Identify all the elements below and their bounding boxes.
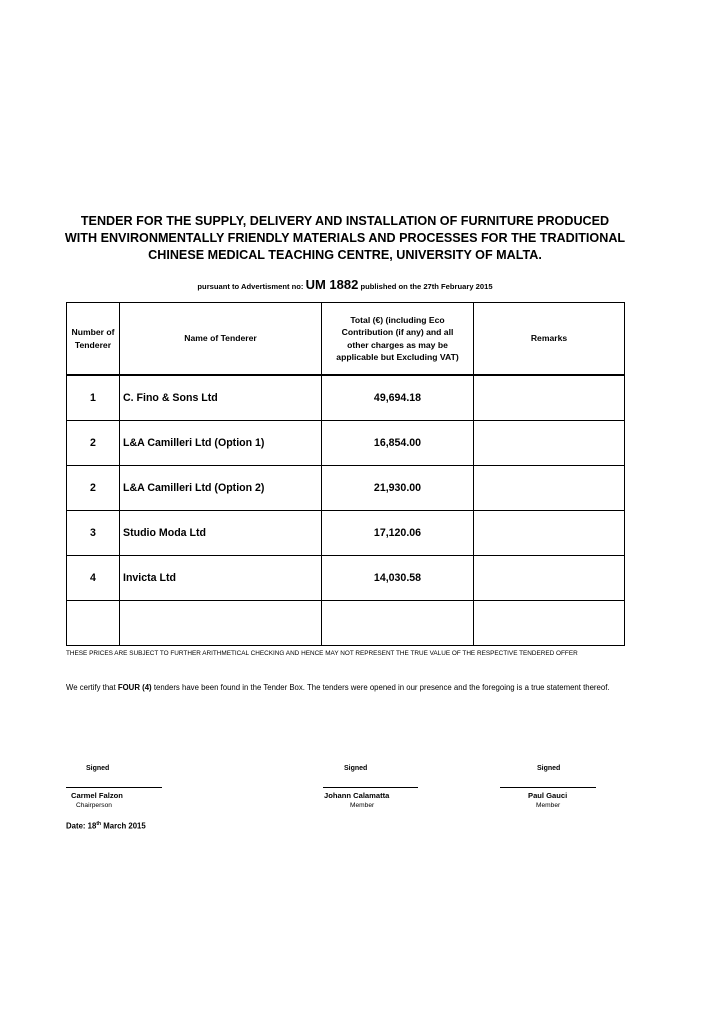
signed-label: Signed <box>344 765 368 772</box>
cell-number: 4 <box>67 556 120 601</box>
document-date <box>66 821 146 831</box>
advert-suffix: published on the 27th February 2015 <box>360 282 493 291</box>
signature-line <box>323 787 418 788</box>
cell-name: C. Fino & Sons Ltd <box>120 375 322 421</box>
signature-line <box>500 787 596 788</box>
cell-remarks <box>474 375 625 421</box>
cell-number: 2 <box>67 466 120 511</box>
table-row <box>67 511 625 556</box>
disclaimer-text: THESE PRICES ARE SUBJECT TO FURTHER ARITHMETICAL CHECKING AND HENCE MAY NOT REPRESENT THE TRUE VALUE OF THE RESPECTIVE TENDERED OFFER <box>66 650 578 657</box>
title-line: CHINESE MEDICAL TEACHING CENTRE, UNIVERSITY OF MALTA. <box>148 248 542 262</box>
date-suffix: March 2015 <box>101 821 146 831</box>
cell-name <box>120 601 322 646</box>
cell-remarks <box>474 556 625 601</box>
header-number: Number of Tenderer <box>67 303 120 376</box>
header-name: Name of Tenderer <box>120 303 322 376</box>
cell-total: 14,030.58 <box>322 556 474 601</box>
cell-number: 1 <box>67 375 120 421</box>
title-line: WITH ENVIRONMENTALLY FRIENDLY MATERIALS AND PROCESSES FOR THE TRADITIONAL <box>64 231 626 245</box>
certify-after: tenders have been found in the Tender Box. The tenders were opened in our presence and the foregoing is a true statement thereof. <box>151 683 610 692</box>
table-row <box>67 466 625 511</box>
cell-name: Studio Moda Ltd <box>120 511 322 556</box>
table-header-row <box>67 303 625 376</box>
cell-name: Invicta Ltd <box>120 556 322 601</box>
document-title <box>50 213 640 264</box>
header-total: Total (€) (including Eco Contribution (if any) and all other charges as may be applicable but Excluding VAT) <box>322 303 474 376</box>
cell-total: 16,854.00 <box>322 421 474 466</box>
table-row <box>67 601 625 646</box>
certify-count: FOUR (4) <box>117 683 152 692</box>
table-row <box>67 375 625 421</box>
signed-label: Signed <box>86 765 110 772</box>
table-row <box>67 556 625 601</box>
signatory-name: Paul Gauci <box>528 791 568 800</box>
signature-line <box>66 787 162 788</box>
signatory-role: Member <box>350 802 375 809</box>
cell-remarks <box>474 601 625 646</box>
advertisement-reference <box>0 277 690 292</box>
certification-statement <box>66 683 610 692</box>
header-remarks: Remarks <box>474 303 625 376</box>
cell-number <box>67 601 120 646</box>
advert-number: UM 1882 <box>305 277 359 292</box>
tender-table <box>66 302 625 646</box>
title-line: TENDER FOR THE SUPPLY, DELIVERY AND INSTALLATION OF FURNITURE PRODUCED <box>80 214 610 228</box>
cell-remarks <box>474 511 625 556</box>
cell-name: L&A Camilleri Ltd (Option 1) <box>120 421 322 466</box>
cell-number: 2 <box>67 421 120 466</box>
date-prefix: Date: 18 <box>66 821 97 831</box>
cell-total <box>322 601 474 646</box>
signed-label: Signed <box>537 765 561 772</box>
cell-total: 49,694.18 <box>322 375 474 421</box>
cell-name: L&A Camilleri Ltd (Option 2) <box>120 466 322 511</box>
cell-remarks <box>474 421 625 466</box>
cell-remarks <box>474 466 625 511</box>
table-row <box>67 421 625 466</box>
signatory-name: Carmel Falzon <box>71 791 123 800</box>
cell-total: 21,930.00 <box>322 466 474 511</box>
certify-before: We certify that <box>66 683 118 692</box>
signatory-name: Johann Calamatta <box>324 791 390 800</box>
cell-number: 3 <box>67 511 120 556</box>
signatory-role: Member <box>536 802 561 809</box>
date-superscript: th <box>96 821 102 827</box>
signatory-role: Chairperson <box>76 802 112 809</box>
advert-prefix: pursuant to Advertisment no: <box>197 282 304 291</box>
cell-total: 17,120.06 <box>322 511 474 556</box>
